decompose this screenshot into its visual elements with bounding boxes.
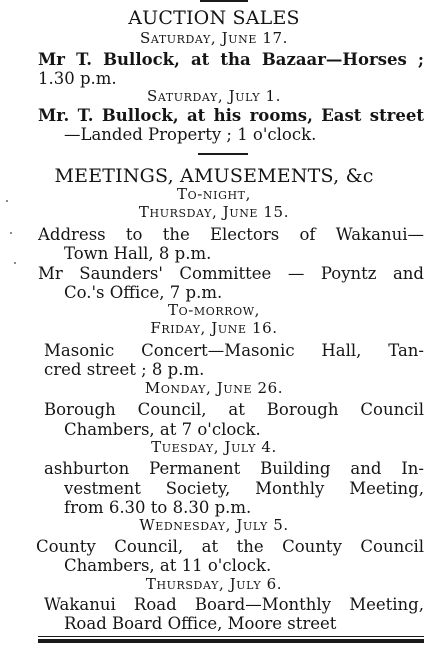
date-thursday-june-15: Thursday, June 15.	[138, 203, 290, 221]
date-monday-june-26: Monday, June 26.	[144, 379, 284, 397]
scan-speck	[10, 232, 12, 234]
meeting-masonic-line2: cred street ; 8 p.m.	[44, 360, 205, 379]
section-divider	[198, 153, 248, 155]
meeting-address-electors-line1: Address to the Electors of Wakanui—	[38, 225, 424, 244]
date-wednesday-july-5: Wednesday, July 5.	[139, 516, 289, 534]
meeting-wakanui-line2: Road Board Office, Moore street	[64, 614, 337, 633]
meeting-borough-line1: Borough Council, at Borough Council	[44, 400, 424, 419]
meeting-county-line1: County Council, at the County Council	[36, 537, 424, 556]
auction-sales-heading: AUCTION SALES	[128, 7, 300, 29]
meetings-heading: MEETINGS, AMUSEMENTS, &c	[54, 165, 374, 187]
meeting-address-electors-line2: Town Hall, 8 p.m.	[64, 244, 212, 263]
bottom-rule-thick	[38, 639, 424, 643]
auction-entry-bazaar-line1: Mr T. Bullock, at tha Bazaar—Horses ;	[38, 50, 424, 69]
auction-entry-bazaar-line2: 1.30 p.m.	[38, 69, 117, 88]
scan-speck	[14, 262, 16, 264]
meeting-ashburton-line2: vestment Society, Monthly Meeting,	[64, 479, 424, 498]
date-saturday-june-17: Saturday, June 17.	[140, 29, 288, 47]
top-rule	[200, 0, 248, 2]
meeting-wakanui-line1: Wakanui Road Board—Monthly Meeting,	[44, 595, 424, 614]
meeting-ashburton-line1: ashburton Permanent Building and In-	[44, 459, 424, 478]
meeting-county-line2: Chambers, at 11 o'clock.	[64, 556, 272, 575]
date-thursday-july-6: Thursday, July 6.	[145, 575, 283, 593]
meeting-ashburton-line3: from 6.30 to 8.30 p.m.	[64, 498, 252, 517]
auction-entry-rooms-line1: Mr. T. Bullock, at his rooms, East street	[38, 106, 424, 125]
date-saturday-july-1: Saturday, July 1.	[146, 87, 282, 105]
meeting-borough-line2: Chambers, at 7 o'clock.	[64, 420, 261, 439]
meeting-saunders-line2: Co.'s Office, 7 p.m.	[64, 283, 223, 302]
date-tonight: To-night,	[177, 185, 251, 203]
date-friday-june-16: Friday, June 16.	[150, 319, 278, 337]
bottom-rule-thin	[38, 636, 424, 637]
date-tomorrow: To-morrow,	[167, 301, 261, 319]
date-tuesday-july-4: Tuesday, July 4.	[151, 438, 277, 456]
scan-speck	[6, 200, 8, 202]
meeting-masonic-line1: Masonic Concert—Masonic Hall, Tan-	[44, 341, 424, 360]
auction-entry-rooms-line2: —Landed Property ; 1 o'clock.	[64, 125, 317, 144]
meeting-saunders-line1: Mr Saunders' Committee — Poyntz and	[38, 264, 424, 283]
